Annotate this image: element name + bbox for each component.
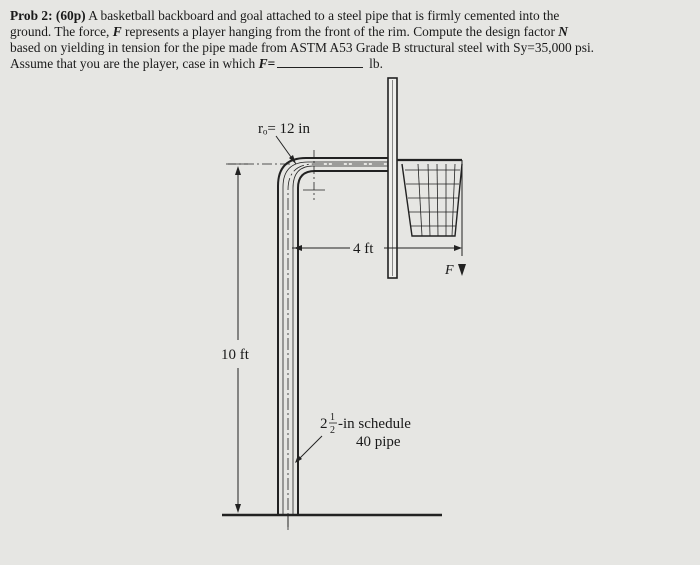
- force-label: F: [445, 263, 454, 278]
- force-symbol: F: [112, 24, 122, 39]
- pipe-label-whole: 2: [320, 416, 328, 432]
- problem-line-4: Assume that you are the player, case in which F= lb.: [10, 56, 383, 71]
- problem-line-2: ground. The force, F represents a player hanging from the front of the rim. Compute the design factor N: [10, 24, 568, 39]
- steel-pipe: [278, 158, 392, 530]
- pipe-label-line2: 40 pipe: [356, 434, 401, 450]
- force-equals: F=: [258, 56, 276, 71]
- pipe-label-denominator: 2: [330, 425, 335, 436]
- problem-number: Prob 2: (60p): [10, 8, 86, 23]
- pipe-label-numerator: 1: [330, 412, 335, 423]
- arm-length-label: 4 ft: [353, 241, 374, 257]
- pipe-label-line1: -in schedule: [338, 416, 411, 432]
- radius-label: rₒ= 12 in: [258, 121, 310, 137]
- problem-line-3: based on yielding in tension for the pipe made from ASTM A53 Grade B structural steel with Sy=35,000 psi.: [10, 40, 595, 55]
- problem-line-1: Prob 2: (60p) A basketball backboard and goal attached to a steel pipe that is firmly cemented into the: [10, 8, 560, 23]
- height-label: 10 ft: [221, 347, 249, 363]
- design-factor-symbol: N: [558, 24, 568, 39]
- unit-label: lb.: [369, 56, 383, 71]
- force-arrowhead: [458, 264, 466, 276]
- hoop-net: [397, 160, 462, 236]
